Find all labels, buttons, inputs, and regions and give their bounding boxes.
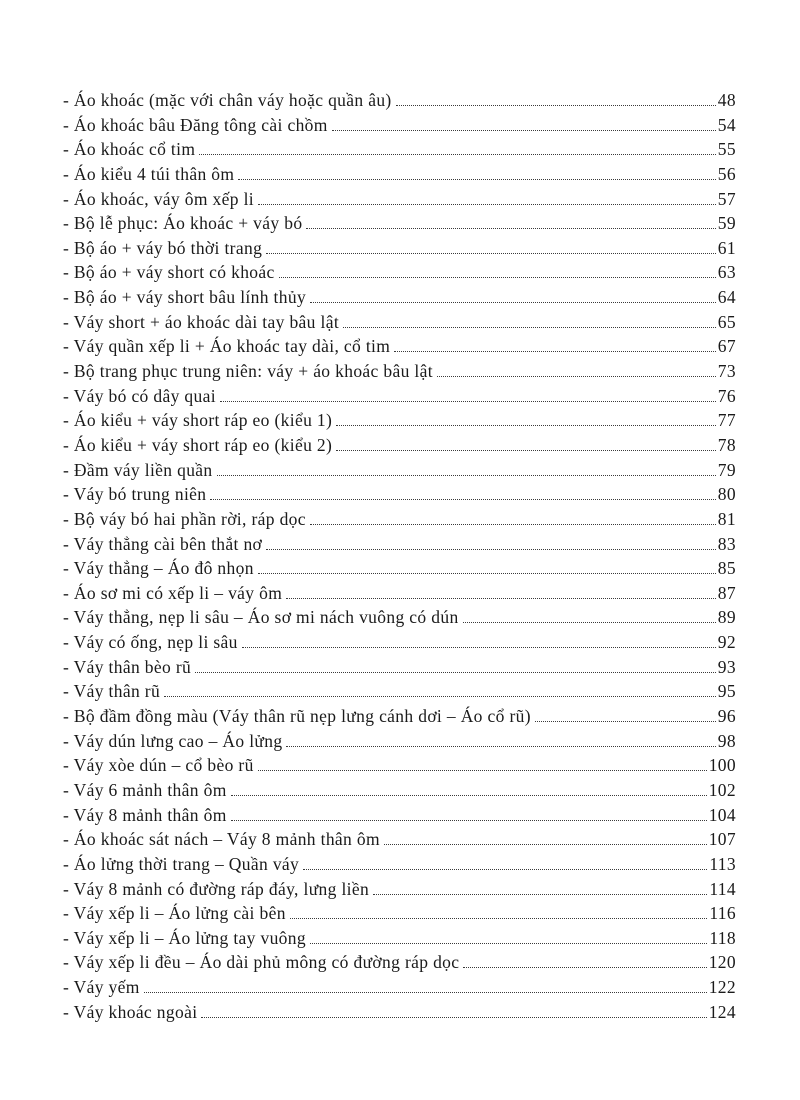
toc-entry xyxy=(63,532,736,557)
toc-entry-page-number: 85 xyxy=(717,558,736,579)
toc-entry-page-number: 63 xyxy=(717,262,736,283)
toc-entry-page-number: 95 xyxy=(717,681,736,702)
toc-entry-page-number: 96 xyxy=(717,706,736,727)
toc-entry-page-number: 83 xyxy=(717,533,736,554)
dotted-leader xyxy=(373,894,707,895)
toc-entry-title: - Váy 8 mảnh thân ôm xyxy=(63,804,227,825)
toc-entry-title: - Áo khoác (mặc với chân váy hoặc quần âu) xyxy=(63,90,392,110)
toc-entry-title: - Váy khoác ngoài xyxy=(63,1001,198,1022)
toc-entry-title: - Váy quần xếp li + Áo khoác tay dài, cổ tim xyxy=(63,336,391,357)
toc-entry xyxy=(63,753,736,778)
toc-entry-page-number: 56 xyxy=(717,163,736,184)
toc-entry xyxy=(63,482,736,507)
toc-entry-page-number: 122 xyxy=(708,977,736,998)
dotted-leader xyxy=(144,992,707,993)
toc-entry-page-number: 102 xyxy=(708,779,736,800)
toc-entry xyxy=(63,458,736,483)
toc-entry-title: - Bộ váy bó hai phần rời, ráp dọc xyxy=(63,508,306,529)
toc-entry-title: - Váy short + áo khoác dài tay bâu lật xyxy=(63,311,340,332)
dotted-leader xyxy=(306,228,715,229)
toc-entry-page-number: 76 xyxy=(717,385,736,406)
toc-entry-page-number: 48 xyxy=(717,90,736,110)
toc-entry-title: - Váy xếp li – Áo lửng tay vuông xyxy=(63,927,306,948)
toc-entry-page-number: 55 xyxy=(717,139,736,160)
toc-entry-page-number: 78 xyxy=(717,434,736,455)
toc-entry-page-number: 89 xyxy=(717,607,736,628)
dotted-leader xyxy=(286,598,716,599)
dotted-leader xyxy=(220,401,716,402)
toc-entry-page-number: 113 xyxy=(709,853,736,874)
toc-entry-title: - Áo sơ mi có xếp li – váy ôm xyxy=(63,582,283,603)
toc-entry xyxy=(63,630,736,655)
dotted-leader xyxy=(231,820,707,821)
toc-entry xyxy=(63,704,736,729)
dotted-leader xyxy=(210,499,715,500)
toc-entry xyxy=(63,137,736,162)
toc-entry-page-number: 59 xyxy=(717,213,736,234)
toc-entry xyxy=(63,556,736,581)
dotted-leader xyxy=(336,425,716,426)
toc-entry-title: - Bộ áo + váy short có khoác xyxy=(63,262,275,283)
toc-entry-title: - Áo kiểu + váy short ráp eo (kiểu 1) xyxy=(63,410,333,431)
dotted-leader xyxy=(463,967,706,968)
dotted-leader xyxy=(201,1017,706,1018)
toc-entry-title: - Áo kiểu + váy short ráp eo (kiểu 2) xyxy=(63,434,333,455)
toc-entry-page-number: 92 xyxy=(717,632,736,653)
table-of-contents xyxy=(63,88,736,1024)
dotted-leader xyxy=(303,869,707,870)
dotted-leader xyxy=(238,179,715,180)
dotted-leader xyxy=(336,450,716,451)
toc-entry-title: - Váy thân rũ xyxy=(63,681,161,702)
toc-entry xyxy=(63,88,736,113)
dotted-leader xyxy=(195,672,716,673)
toc-entry xyxy=(63,926,736,951)
toc-entry-page-number: 57 xyxy=(717,188,736,209)
toc-entry-page-number: 80 xyxy=(717,484,736,505)
toc-entry-page-number: 107 xyxy=(708,829,736,850)
toc-entry-page-number: 61 xyxy=(717,237,736,258)
toc-entry-page-number: 65 xyxy=(717,311,736,332)
dotted-leader xyxy=(437,376,716,377)
dotted-leader xyxy=(332,130,716,131)
dotted-leader xyxy=(310,943,707,944)
toc-entry-title: - Váy yếm xyxy=(63,977,140,998)
toc-entry-title: - Bộ trang phục trung niên: váy + áo khoác bâu lật xyxy=(63,361,433,382)
dotted-leader xyxy=(310,302,716,303)
toc-entry-page-number: 100 xyxy=(708,755,736,776)
toc-entry-page-number: 116 xyxy=(709,903,736,924)
toc-entry xyxy=(63,260,736,285)
toc-entry-title: - Bộ áo + váy bó thời trang xyxy=(63,237,263,258)
toc-entry xyxy=(63,433,736,458)
toc-entry-page-number: 81 xyxy=(717,508,736,529)
toc-entry-title: - Áo khoác sát nách – Váy 8 mảnh thân ôm xyxy=(63,829,380,850)
toc-entry-page-number: 104 xyxy=(708,804,736,825)
toc-entry xyxy=(63,778,736,803)
toc-entry-title: - Áo khoác, váy ôm xếp li xyxy=(63,188,254,209)
toc-entry xyxy=(63,827,736,852)
toc-entry-title: - Váy xếp li đều – Áo dài phủ mông có đường ráp dọc xyxy=(63,952,460,973)
toc-entry xyxy=(63,310,736,335)
toc-entry xyxy=(63,211,736,236)
toc-entry xyxy=(63,408,736,433)
dotted-leader xyxy=(384,844,707,845)
toc-entry-title: - Áo lửng thời trang – Quần váy xyxy=(63,853,300,874)
dotted-leader xyxy=(463,622,716,623)
toc-entry-title: - Váy dún lưng cao – Áo lửng xyxy=(63,730,283,751)
toc-entry xyxy=(63,507,736,532)
dotted-leader xyxy=(343,327,716,328)
dotted-leader xyxy=(396,105,716,106)
toc-entry-title: - Áo khoác bâu Đăng tông cài chồm xyxy=(63,114,328,135)
toc-entry-page-number: 67 xyxy=(717,336,736,357)
dotted-leader xyxy=(231,795,707,796)
dotted-leader xyxy=(266,253,716,254)
dotted-leader xyxy=(279,277,716,278)
dotted-leader xyxy=(258,770,707,771)
toc-entry xyxy=(63,187,736,212)
toc-entry-page-number: 77 xyxy=(717,410,736,431)
toc-entry-title: - Váy xòe dún – cổ bèo rũ xyxy=(63,755,254,776)
toc-entry-title: - Áo khoác cổ tim xyxy=(63,139,196,160)
toc-entry-title: - Váy có ống, nẹp li sâu xyxy=(63,632,238,653)
toc-entry xyxy=(63,334,736,359)
toc-entry-page-number: 124 xyxy=(708,1001,736,1022)
toc-entry-title: - Áo kiểu 4 túi thân ôm xyxy=(63,163,235,184)
toc-entry-title: - Váy bó trung niên xyxy=(63,484,207,505)
toc-entry xyxy=(63,877,736,902)
dotted-leader xyxy=(242,647,716,648)
dotted-leader xyxy=(266,549,716,550)
toc-entry xyxy=(63,901,736,926)
toc-entry-title: - Bộ áo + váy short bâu lính thủy xyxy=(63,287,307,308)
toc-entry xyxy=(63,236,736,261)
toc-entry-page-number: 87 xyxy=(717,582,736,603)
toc-entry xyxy=(63,950,736,975)
toc-entry-title: - Đầm váy liền quần xyxy=(63,459,213,480)
toc-entry-page-number: 93 xyxy=(717,656,736,677)
toc-entry-title: - Bộ lễ phục: Áo khoác + váy bó xyxy=(63,213,303,234)
dotted-leader xyxy=(310,524,716,525)
toc-entry xyxy=(63,729,736,754)
dotted-leader xyxy=(286,746,715,747)
dotted-leader xyxy=(258,573,716,574)
toc-entry-page-number: 120 xyxy=(708,952,736,973)
toc-entry xyxy=(63,655,736,680)
toc-entry-title: - Bộ đầm đồng màu (Váy thân rũ nẹp lưng cánh dơi – Áo cổ rũ) xyxy=(63,706,531,727)
toc-entry xyxy=(63,605,736,630)
dotted-leader xyxy=(290,918,708,919)
dotted-leader xyxy=(199,154,715,155)
toc-entry-title: - Váy thân bèo rũ xyxy=(63,656,192,677)
toc-entry-title: - Váy thẳng, nẹp li sâu – Áo sơ mi nách vuông có dún xyxy=(63,607,459,628)
toc-entry-page-number: 118 xyxy=(709,927,736,948)
toc-entry xyxy=(63,384,736,409)
dotted-leader xyxy=(394,351,716,352)
toc-entry-title: - Váy 6 mảnh thân ôm xyxy=(63,779,227,800)
toc-entry-page-number: 79 xyxy=(717,459,736,480)
toc-entry xyxy=(63,679,736,704)
toc-entry-title: - Váy bó có dây quai xyxy=(63,385,216,406)
dotted-leader xyxy=(164,696,716,697)
toc-entry xyxy=(63,359,736,384)
toc-entry-title: - Váy xếp li – Áo lửng cài bên xyxy=(63,903,286,924)
toc-entry xyxy=(63,852,736,877)
toc-entry-page-number: 98 xyxy=(717,730,736,751)
toc-entry xyxy=(63,285,736,310)
toc-entry-page-number: 54 xyxy=(717,114,736,135)
toc-entry xyxy=(63,581,736,606)
toc-entry xyxy=(63,1000,736,1025)
toc-entry-title: - Váy thẳng cài bên thắt nơ xyxy=(63,533,263,554)
dotted-leader xyxy=(258,204,716,205)
toc-entry xyxy=(63,113,736,138)
toc-entry-title: - Váy 8 mảnh có đường ráp đáy, lưng liền xyxy=(63,878,370,899)
toc-entry xyxy=(63,803,736,828)
dotted-leader xyxy=(217,475,716,476)
toc-entry-page-number: 64 xyxy=(717,287,736,308)
toc-entry xyxy=(63,162,736,187)
toc-entry-page-number: 114 xyxy=(709,878,736,899)
toc-entry xyxy=(63,975,736,1000)
toc-entry-title: - Váy thẳng – Áo đô nhọn xyxy=(63,558,254,579)
toc-entry-page-number: 73 xyxy=(717,361,736,382)
dotted-leader xyxy=(535,721,716,722)
